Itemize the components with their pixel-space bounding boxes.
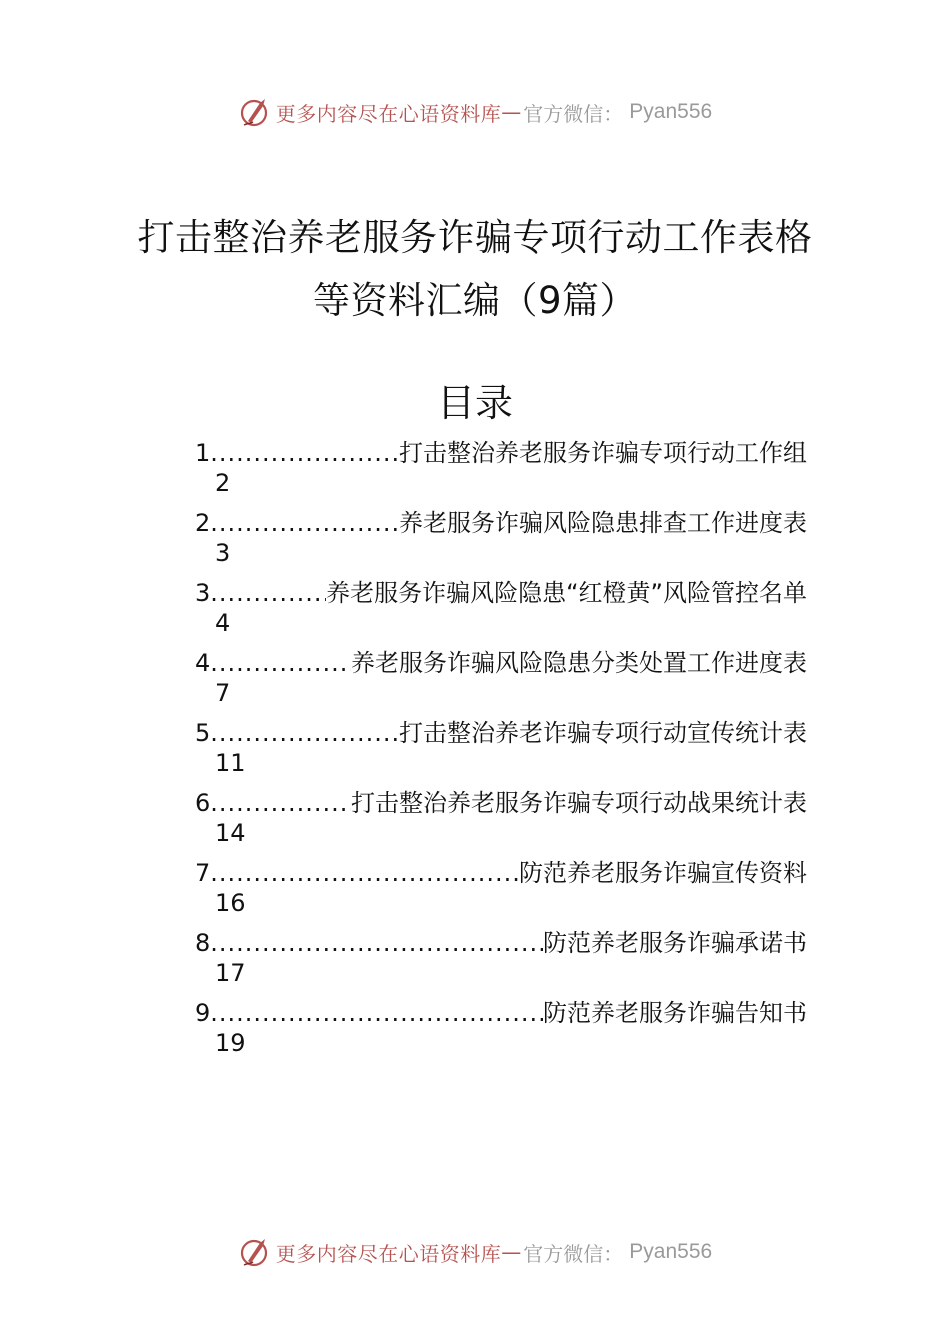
- toc-leader-dots: [210, 438, 399, 468]
- toc-item-number: 5: [195, 719, 211, 747]
- toc-leader-dots: [210, 998, 543, 1028]
- toc-leader-dots: [210, 578, 326, 608]
- header-banner: [0, 92, 950, 132]
- toc-item-number: 9: [195, 999, 211, 1027]
- toc-leader-dots: [210, 648, 351, 678]
- toc-item[interactable]: [195, 788, 807, 858]
- banner-wechat-id: Pyan556: [629, 1240, 713, 1263]
- toc-item-title: 养老服务诈骗风险隐患“红橙黄”风险管控名单: [326, 579, 807, 607]
- toc-item-title: 养老服务诈骗风险隐患排查工作进度表: [399, 509, 807, 537]
- quill-pen-logo-icon: [238, 1235, 272, 1269]
- toc-item-number: 2: [195, 509, 211, 537]
- banner-text: 更多内容尽在心语资料库: [275, 101, 502, 126]
- toc-item-number: 4: [195, 649, 211, 677]
- toc-item[interactable]: [195, 508, 807, 578]
- toc-leader-dots: [210, 718, 399, 748]
- banner-separator: —: [501, 1240, 522, 1264]
- document-title-line1: 打击整治养老服务诈骗专项行动工作表格: [137, 216, 813, 259]
- toc-item[interactable]: [195, 578, 807, 648]
- toc-item-page: 17: [215, 959, 246, 987]
- toc-item-page: 7: [215, 679, 231, 707]
- toc-item-number: 6: [195, 789, 211, 817]
- banner-separator: —: [501, 100, 522, 124]
- toc-item-title: 防范养老服务诈骗承诺书: [543, 929, 807, 957]
- toc-item[interactable]: [195, 438, 807, 508]
- toc-item-number: 3: [195, 579, 211, 607]
- toc-item-title: 打击整治养老服务诈骗专项行动工作组: [399, 439, 807, 467]
- banner-wechat-id: Pyan556: [629, 100, 713, 123]
- toc-leader-dots: [210, 928, 543, 958]
- banner-text: 更多内容尽在心语资料库: [275, 1241, 502, 1266]
- banner-wechat-label: 官方微信：: [523, 1241, 624, 1266]
- toc-item-title: 防范养老服务诈骗告知书: [543, 999, 807, 1027]
- toc-item-page: 14: [215, 819, 246, 847]
- toc-item[interactable]: [195, 648, 807, 718]
- toc-item-page: 19: [215, 1029, 246, 1057]
- toc-leader-dots: [210, 508, 399, 538]
- toc-item-title: 打击整治养老服务诈骗专项行动战果统计表: [351, 789, 807, 817]
- toc-item[interactable]: [195, 998, 807, 1068]
- toc-leader-dots: [210, 858, 519, 888]
- toc-item[interactable]: [195, 858, 807, 928]
- toc-item-page: 3: [215, 539, 231, 567]
- toc-item-title: 养老服务诈骗风险隐患分类处置工作进度表: [351, 649, 807, 677]
- quill-pen-logo-icon: [238, 95, 272, 129]
- toc-heading: 目录: [436, 381, 513, 425]
- toc-item-title: 防范养老服务诈骗宣传资料: [519, 859, 807, 887]
- toc-item[interactable]: [195, 718, 807, 788]
- toc-item-page: 16: [215, 889, 246, 917]
- toc-item-title: 打击整治养老诈骗专项行动宣传统计表: [399, 719, 807, 747]
- toc-item-page: 11: [215, 749, 246, 777]
- toc-item-page: 2: [215, 469, 231, 497]
- toc-item[interactable]: [195, 928, 807, 998]
- toc-item-number: 8: [195, 929, 211, 957]
- document-title-line2: 等资料汇编（9篇）: [312, 279, 638, 322]
- toc-leader-dots: [210, 788, 351, 818]
- table-of-contents: [195, 438, 807, 1068]
- toc-item-number: 1: [195, 439, 211, 467]
- footer-banner: [0, 1232, 950, 1272]
- toc-item-page: 4: [215, 609, 231, 637]
- banner-wechat-label: 官方微信：: [523, 101, 624, 126]
- toc-item-number: 7: [195, 859, 211, 887]
